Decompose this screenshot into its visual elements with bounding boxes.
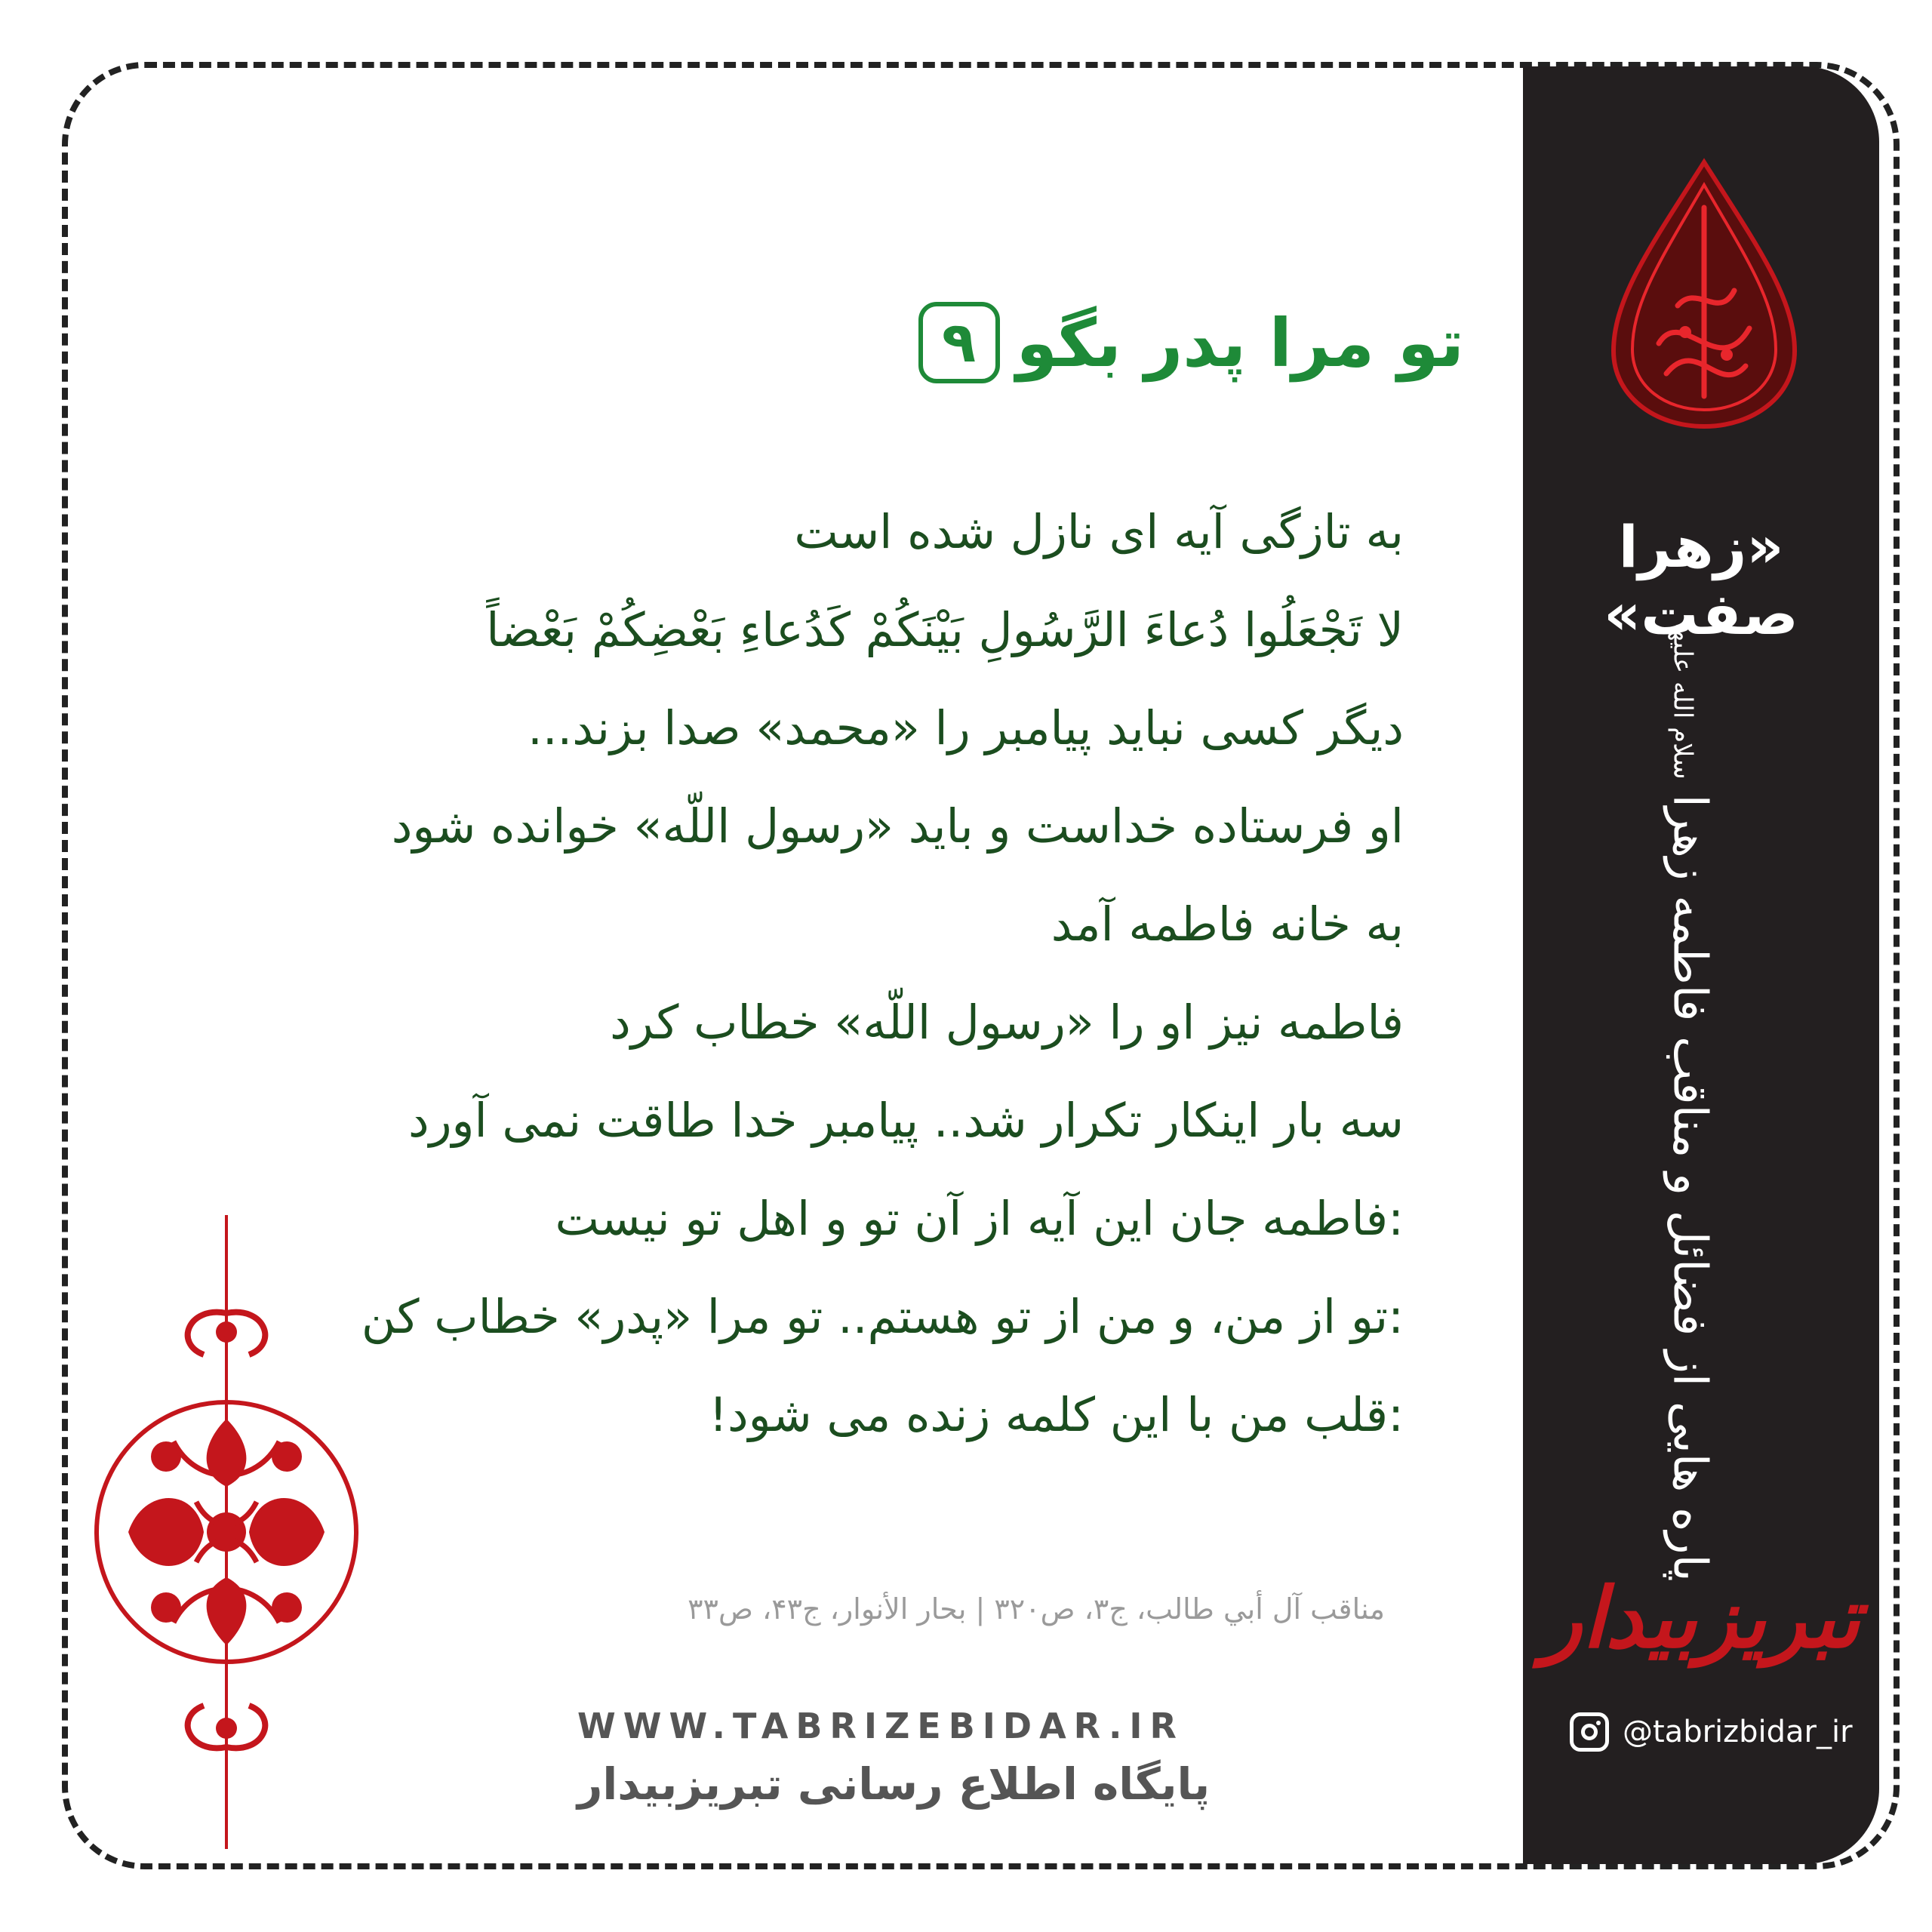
subtitle-main: پاره هایی از فضائل و مناقب فاطمه زهرا bbox=[1663, 794, 1718, 1582]
story-line: فاطمه نیز او را «رسول اللّه» خطاب کرد bbox=[610, 995, 1404, 1050]
story-line: به خانه فاطمه آمد bbox=[1051, 897, 1404, 952]
story-line: سه بار اینکار تکرار شد.. پیامبر خدا طاقت نمی آورد bbox=[408, 1093, 1404, 1148]
social-handle[interactable]: @tabrizbidar_ir bbox=[1623, 1715, 1853, 1749]
subtitle-container bbox=[1615, 622, 1766, 1582]
emblem-logo bbox=[1606, 155, 1802, 434]
page-title: تو مرا پدر بگو bbox=[1016, 303, 1464, 382]
story-line: :تو از من، و من از تو هستم.. تو مرا «پدر» خطاب کن bbox=[361, 1289, 1404, 1344]
story-line: لا تَجْعَلُوا دُعاءَ الرَّسُولِ بَيْنَكُمْ كَدُعاءِ بَعْضِكُمْ بَعْضاً bbox=[486, 602, 1404, 657]
brand-logo: تبریزبیدار bbox=[1542, 1570, 1860, 1666]
number-badge: ۹ bbox=[918, 302, 1000, 383]
title-row bbox=[918, 302, 1464, 383]
subtitle-vertical bbox=[1663, 622, 1718, 1581]
instagram-icon bbox=[1570, 1712, 1609, 1752]
series-title: «زهرا صفت» bbox=[1604, 513, 1798, 648]
site-name: پایگاه اطلاع رسانی تبریزبیدار bbox=[577, 1758, 1211, 1810]
story-line: او فرستاده خداست و باید «رسول اللّه» خوانده شود bbox=[391, 798, 1404, 854]
story-line: :قلب من با این کلمه زنده می شود! bbox=[709, 1387, 1404, 1442]
source-citation: مناقب آل أبي طالب، ج۳، ص۳۲۰ | بحار الأنوار، ج۴۳، ص۳۳ bbox=[688, 1592, 1385, 1626]
social-handle-row[interactable] bbox=[1570, 1702, 1853, 1762]
story-body bbox=[196, 483, 1404, 1464]
story-line: :فاطمه جان این آیه از آن تو و اهل تو نیست bbox=[555, 1191, 1404, 1246]
subtitle-honorific: سلام الله علیها bbox=[1667, 622, 1698, 780]
website-url[interactable]: WWW.TABRIZEBIDAR.IR bbox=[577, 1706, 1184, 1746]
story-line: دیگر کسی نباید پیامبر را «محمد» صدا بزند... bbox=[528, 700, 1404, 755]
ornament-medallion-icon bbox=[83, 1215, 370, 1849]
story-line: به تازگی آیه ای نازل شده است bbox=[794, 504, 1404, 559]
